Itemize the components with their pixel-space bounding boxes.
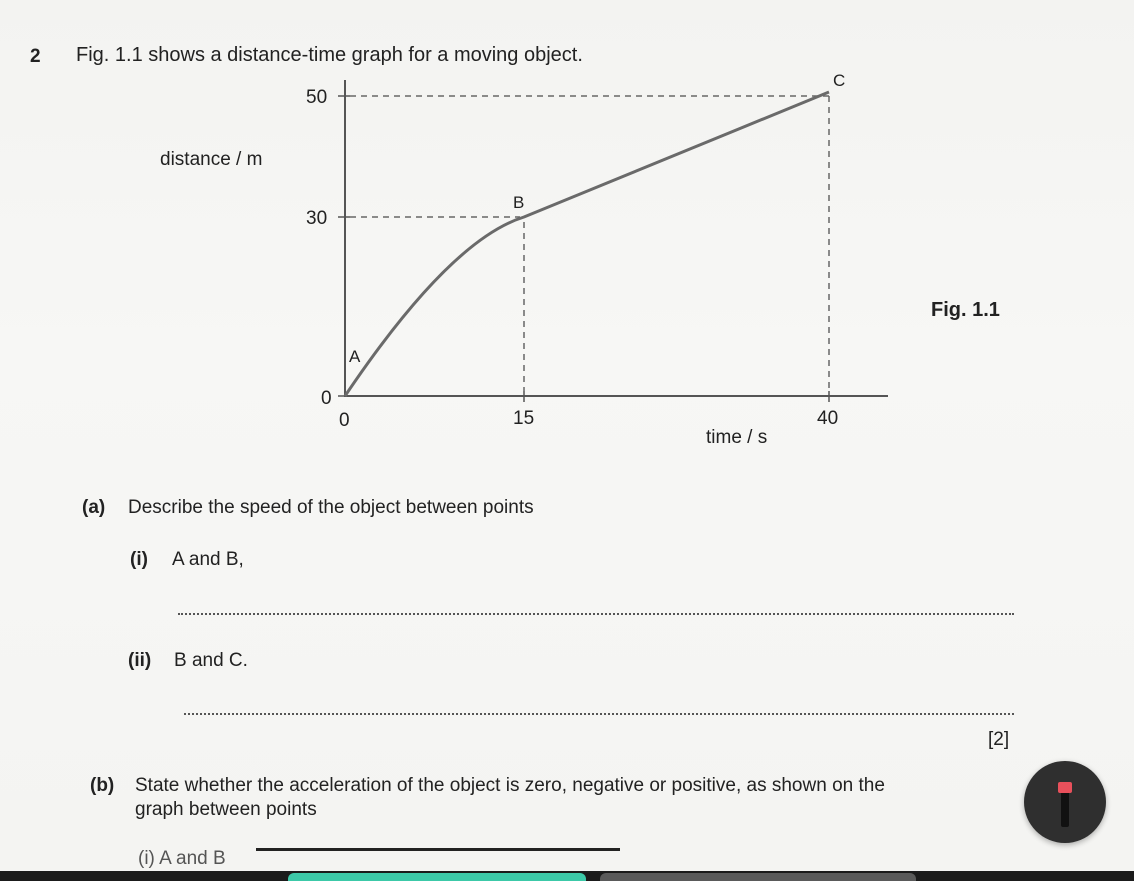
part-a-i-marker: (i) bbox=[130, 549, 148, 570]
marks-label: [2] bbox=[988, 729, 1010, 750]
y-axis-label: distance / m bbox=[160, 149, 263, 170]
x-tick-label-0: 0 bbox=[339, 410, 350, 431]
part-b-i-partial: (i) A and B bbox=[138, 848, 226, 869]
x-axis-label: time / s bbox=[706, 427, 768, 448]
point-label-c: C bbox=[833, 71, 846, 90]
y-tick-label-50: 50 bbox=[306, 87, 328, 108]
question-number: 2 bbox=[30, 46, 41, 67]
part-a-i-text: A and B, bbox=[172, 549, 244, 570]
part-a-ii-text: B and C. bbox=[174, 650, 248, 671]
x-tick-label-40: 40 bbox=[817, 408, 839, 429]
y-tick-label-30: 30 bbox=[306, 208, 328, 229]
part-b-marker: (b) bbox=[90, 775, 115, 796]
y-tick-label-0: 0 bbox=[321, 388, 332, 409]
point-label-a: A bbox=[349, 347, 361, 366]
part-a-text: Describe the speed of the object between points bbox=[128, 497, 534, 518]
part-b-text-line2: graph between points bbox=[135, 799, 317, 820]
pen-tool-button[interactable] bbox=[1024, 761, 1106, 843]
answer-line-a-ii[interactable] bbox=[184, 713, 1014, 715]
part-a-ii-marker: (ii) bbox=[128, 650, 152, 671]
part-b-text-line1: State whether the acceleration of the object is zero, negative or positive, as shown on the bbox=[135, 775, 885, 796]
figure-label: Fig. 1.1 bbox=[931, 299, 1000, 321]
point-label-b: B bbox=[513, 193, 525, 212]
part-a-marker: (a) bbox=[82, 497, 106, 518]
graph-curve bbox=[345, 92, 829, 396]
x-tick-label-15: 15 bbox=[513, 408, 535, 429]
answer-line-b-i[interactable] bbox=[256, 848, 620, 851]
question-intro: Fig. 1.1 shows a distance-time graph for a moving object. bbox=[76, 44, 583, 66]
answer-line-a-i[interactable] bbox=[178, 613, 1014, 615]
tab-indicator-active[interactable] bbox=[288, 873, 586, 881]
pen-icon bbox=[1024, 761, 1106, 843]
tab-indicator[interactable] bbox=[600, 873, 916, 881]
